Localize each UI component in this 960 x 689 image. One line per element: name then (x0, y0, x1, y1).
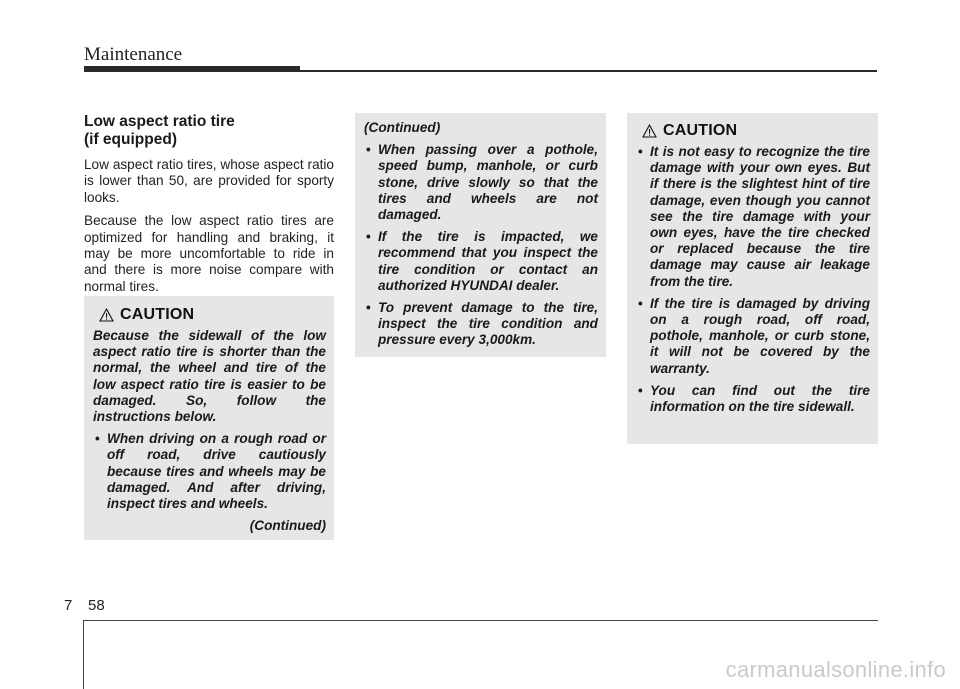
warning-triangle-icon (99, 308, 114, 322)
header-bar-thick (84, 66, 300, 72)
section-title-line2: (if equipped) (84, 131, 177, 148)
header-bar-thin (300, 70, 877, 72)
caution-bullet: • If the tire is impacted, we recommend that you inspect the tire condition or contact an authorized HYUNDAI dealer. (364, 229, 598, 294)
caution-bullets-1 (93, 431, 326, 512)
caution-bullet: • It is not easy to recognize the tire damage with your own eyes. But if there is the slightest hint of tire damage, even though you cannot see the tire damage with your own eyes, have the tire checked or replaced because the tire damage may cause air leakage from the tire. (636, 144, 870, 290)
caution-box-1 (84, 296, 334, 540)
caution-bullet: • To prevent damage to the tire, inspect the tire condition and pressure every 3,000km. (364, 300, 598, 349)
page-chapter-number: 7 (64, 597, 73, 614)
footer-rule-vertical (83, 620, 84, 689)
page-number: 58 (88, 597, 105, 614)
header-title: Maintenance (84, 44, 183, 65)
warning-triangle-icon (642, 124, 657, 138)
caution-bullet: • You can find out the tire information on the tire sidewall. (636, 383, 870, 415)
section-paragraph-1: Low aspect ratio tires, whose aspect ratio is lower than 50, are provided for sporty looks. (84, 157, 334, 205)
continued-label: (Continued) (249, 518, 326, 534)
caution-box-continued (355, 113, 606, 357)
caution-bullet: • When driving on a rough road or off road, drive cautiously because tires and wheels may be damaged. And after driving, inspect tires and wheels. (93, 431, 326, 512)
left-column (84, 113, 334, 302)
caution-box-2 (627, 113, 878, 444)
caution-bullet: • If the tire is damaged by driving on a rough road, off road, pothole, manhole, or curb stone, it will not be covered by the warranty. (636, 296, 870, 377)
caution-intro-1: Because the sidewall of the low aspect ratio tire is shorter than the normal, the wheel and tire of the low aspect ratio tire is easier to be damaged. So, follow the instructions below. (93, 328, 326, 425)
caution-bullet: • When passing over a pothole, speed bump, manhole, or curb stone, drive slowly so that the tires and wheels are not damaged. (364, 142, 598, 223)
caution-header-1 (99, 306, 326, 324)
watermark: carmanualsonline.info (725, 657, 946, 682)
section-paragraph-2: Because the low aspect ratio tires are optimized for handling and braking, it may be more uncomfortable to ride in and there is more noise compare with normal tires. (84, 213, 334, 294)
footer-rule-horizontal (84, 620, 878, 621)
caution-bullets-2 (636, 144, 870, 415)
continued-label: (Continued) (364, 120, 441, 135)
caution-bullets-continued (364, 142, 598, 348)
caution-label-1: CAUTION (120, 306, 195, 323)
caution-header-2 (642, 122, 870, 140)
section-title (84, 113, 334, 149)
caution-label-2: CAUTION (663, 122, 738, 139)
section-title-line1: Low aspect ratio tire (84, 113, 235, 130)
